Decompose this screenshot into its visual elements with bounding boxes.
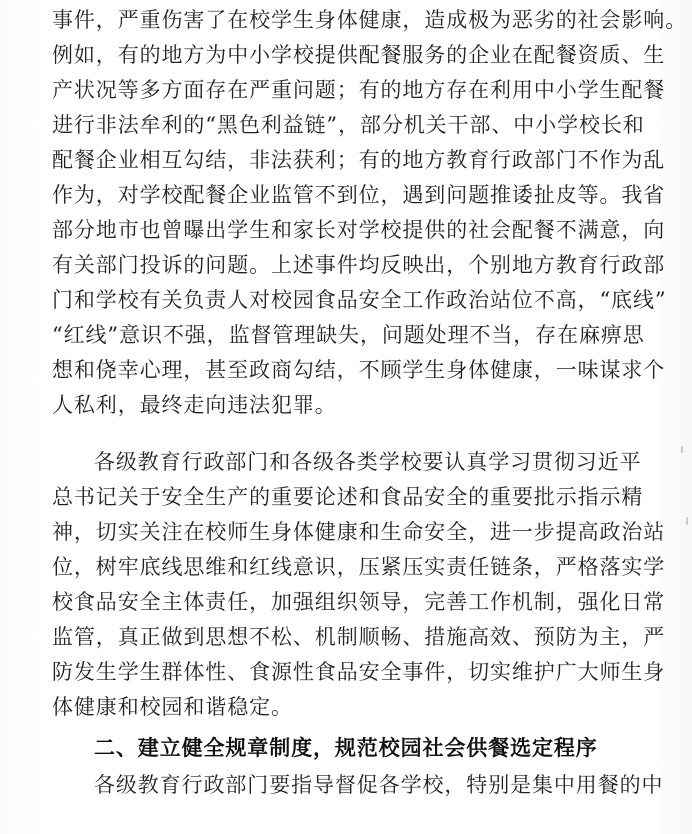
paragraph-2-line-5: 校食品安全主体责任，加强组织领导，完善工作机制，强化日常 (52, 590, 666, 614)
paragraph-1-line-4: 进行非法牟利的“黑色利益链”，部分机关干部、中小学校长和 (52, 113, 645, 137)
paragraph-2-line-2: 总书记关于安全生产的重要论述和食品安全的重要批示指示精 (52, 485, 644, 509)
paragraph-2-line-6: 监管，真正做到思想不松、机制顺畅、措施高效、预防为主，严 (52, 625, 666, 649)
scan-speck (681, 446, 683, 453)
paragraph-1-line-1: 事件，严重伤害了在校学生身体健康，造成极为恶劣的社会影响。 (52, 8, 688, 32)
paragraph-1-line-7: 部分地市也曾曝出学生和家长对学校提供的社会配餐不满意，向 (52, 218, 666, 242)
paragraph-2-line-7: 防发生学生群体性、食源性食品安全事件，切实维护广大师生身 (52, 660, 666, 684)
paragraph-2-line-1: 各级教育行政部门和各级各类学校要认真学习贯彻习近平 (94, 450, 642, 474)
paragraph-2-line-4: 位，树牢底线思维和红线意识，压紧压实责任链条，严格落实学 (52, 555, 666, 579)
paragraph-2-line-3: 神，切实关注在校师生身体健康和生命安全，进一步提高政治站 (52, 520, 666, 544)
paragraph-1-line-6: 作为，对学校配餐企业监管不到位，遇到问题推诿扯皮等。我省 (52, 183, 666, 207)
paragraph-1-line-12: 人私利，最终走向违法犯罪。 (52, 393, 337, 417)
paragraph-1-line-2: 例如，有的地方为中小学校提供配餐服务的企业在配餐资质、生 (52, 43, 666, 67)
section-heading: 二、建立健全规章制度，规范校园社会供餐选定程序 (94, 736, 598, 760)
paragraph-1-line-9: 门和学校有关负责人对校园食品安全工作政治站位不高，“底线” (52, 288, 667, 312)
paragraph-2-line-8: 体健康和校园和谐稳定。 (52, 695, 293, 719)
paragraph-1-line-5: 配餐企业相互勾结，非法获利；有的地方教育行政部门不作为乱 (52, 148, 666, 172)
scan-speck (686, 517, 688, 525)
paragraph-3-line-1: 各级教育行政部门要指导督促各学校，特别是集中用餐的中 (94, 773, 664, 797)
paragraph-1-line-10: “红线”意识不强，监督管理缺失，问题处理不当，存在麻痹思 (52, 323, 645, 347)
paragraph-1-line-11: 想和侥幸心理，甚至政商勾结，不顾学生身体健康，一味谋求个 (52, 358, 666, 382)
paragraph-1-line-3: 产状况等多方面存在严重问题；有的地方存在利用中小学生配餐 (52, 78, 666, 102)
paragraph-1-line-8: 有关部门投诉的问题。上述事件均反映出，个别地方教育行政部 (52, 253, 666, 277)
